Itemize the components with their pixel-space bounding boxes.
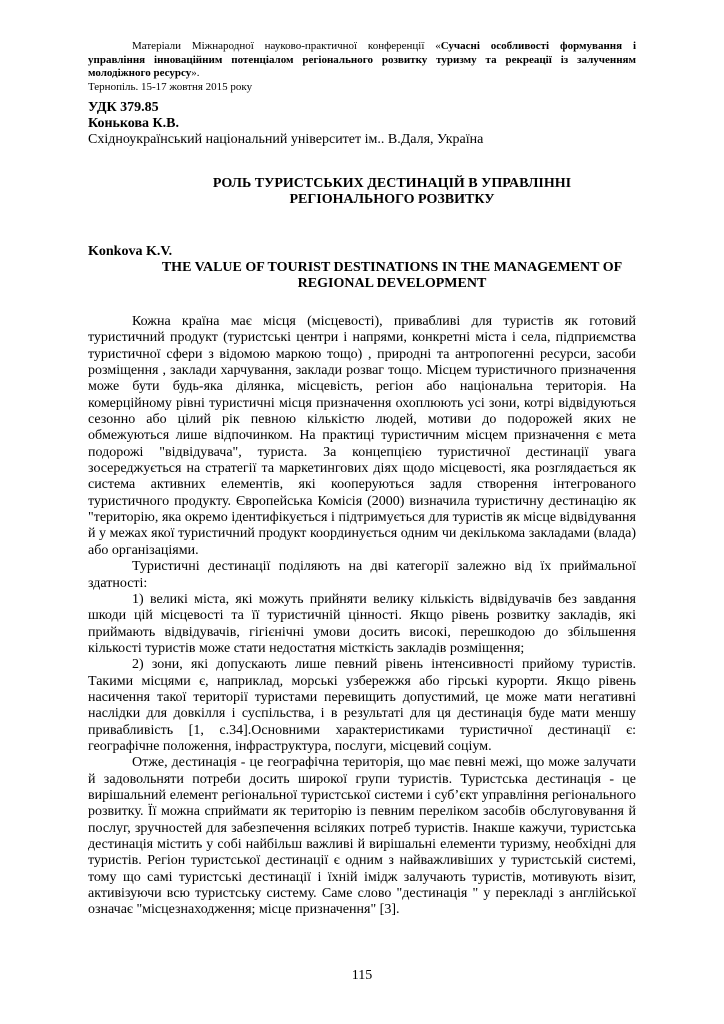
body-paragraph: Туристичні дестинації поділяють на дві категорії залежно від їх приймальної здатності:: [88, 559, 636, 591]
author-block: [88, 100, 636, 148]
article-title-ua-line: РЕГІОНАЛЬНОГО РОЗВИТКУ: [289, 192, 495, 207]
conference-citation-prefix: Матеріали Міжнародної науково-практичної конференції «: [132, 40, 441, 52]
page-number: 115: [351, 968, 373, 983]
article-title-en-line: THE VALUE OF TOURIST DESTINATIONS IN THE MANAGEMENT OF: [161, 260, 623, 275]
article-title-en-line: REGIONAL DEVELOPMENT: [297, 276, 487, 291]
udk-code: УДК 379.85: [88, 100, 159, 115]
body-paragraph: Кожна країна має місця (місцевості), привабливі для туристів як готовий туристичний продукт (туристські центри і напрями, конкретні міста і села, підприємства туристичної сфери з відомою маркою тощо) , природні та антропогенні ресурси, засоби розміщення , заклади харчування, заклади розваг тощо. Місцем туристичного призначення може бути будь-яка ділянка, місцевість, регіон або національна територія. На комерційному рівні туристичні місця призначення охоплюють усі зони, котрі відвідуються сезонно або цілий рік певною кількістю людей, мотиви до подорожей яких не обмежуються лише відпочинком. На практиці туристичним місцем призначення є мета подорожі "відвідувача", туриста. За концепцією туристичної дестинації увага зосереджується на стратегії та маркетингових діях щодо місцевості, яка розглядається як система активних елементів, які кооперуються задля створення інтегрованого туристичного продукту. Європейська Комісія (2000) визначила туристичну дестинацію як "територію, яка окремо ідентифікується і підтримується для туристів як місце відвідування й у межах якої туристичний продукт координується одним чи декількома закладами (влада) або організаціями.: [88, 314, 636, 558]
body-paragraph: 2) зони, які допускають лише певний рівень інтенсивності прийому туристів. Такими місцями є, наприклад, морські узбережжя або гірські курорти. Якщо рівень насичення такої території туристами перевищить допустимий, це може мати негативні наслідки для довкілля і суспільства, і в результаті для ця дестинація буде мати меншу привабливість [1, с.34].Основними характеристиками туристичної дестинації є: географічне положення, інфраструктура, послуги, місцевий соціум.: [88, 657, 636, 754]
conference-citation-suffix: ».: [191, 67, 200, 79]
article-title-ua-line: РОЛЬ ТУРИСТСЬКИХ ДЕСТИНАЦІЙ В УПРАВЛІННІ: [212, 176, 572, 191]
author-name-en: Konkova K.V.: [88, 244, 173, 259]
article-title-ua: [88, 176, 636, 208]
conference-location-date: Тернопіль. 15-17 жовтня 2015 року: [88, 80, 253, 93]
body-paragraph: 1) великі міста, які можуть прийняти велику кількість відвідувачів без завдання шкоди цій місцевості та її туристичній цінності. Якщо рівень розвитку закладів, які приймають відвідувачів, гігієнічні умови досить високі, перешкодою до збільшення кількості туристів може стати недостатня місткість закладів розміщення;: [88, 591, 636, 656]
article-title-en: [88, 260, 636, 292]
author-affiliation: Східноукраїнський національний університет ім.. В.Даля, Україна: [88, 132, 484, 147]
conference-citation: [88, 40, 636, 81]
conference-header: [88, 40, 636, 94]
author-name: Конькова К.В.: [88, 116, 180, 131]
body-paragraph: Отже, дестинація - це географічна територія, що має певні межі, що може залучати й задовольняти потреби досить широкої групи туристів. Туристська дестинація - це вирішальний елемент регіональної туристської системи і суб’єкт управління регіонального розвитку. Її можна сприймати як територію із певним переліком засобів обслуговування й послуг, зручностей для забезпечення всіляких потреб туристів. Інакше кажучи, туристська дестинація містить у собі найбільш важливі й вирішальні елементи туризму, необхідні для туристів. Регіон туристської дестинації є одним з найважливіших у туристській системі, тому що самі туристські дестинації і їхній імідж залучають туристів, мотивують візит, активізуючи всю туристську систему. Саме слово "дестинація " у перекладі з англійської означає "місцезнаходження; місце призначення" [3].: [88, 755, 636, 918]
article-body: [88, 314, 636, 919]
conference-title: Сучасні особливості формування і управління інноваційним потенціалом регіонального розвитку туризму та рекреації із залученням молодіжного ресурсу: [88, 40, 637, 79]
